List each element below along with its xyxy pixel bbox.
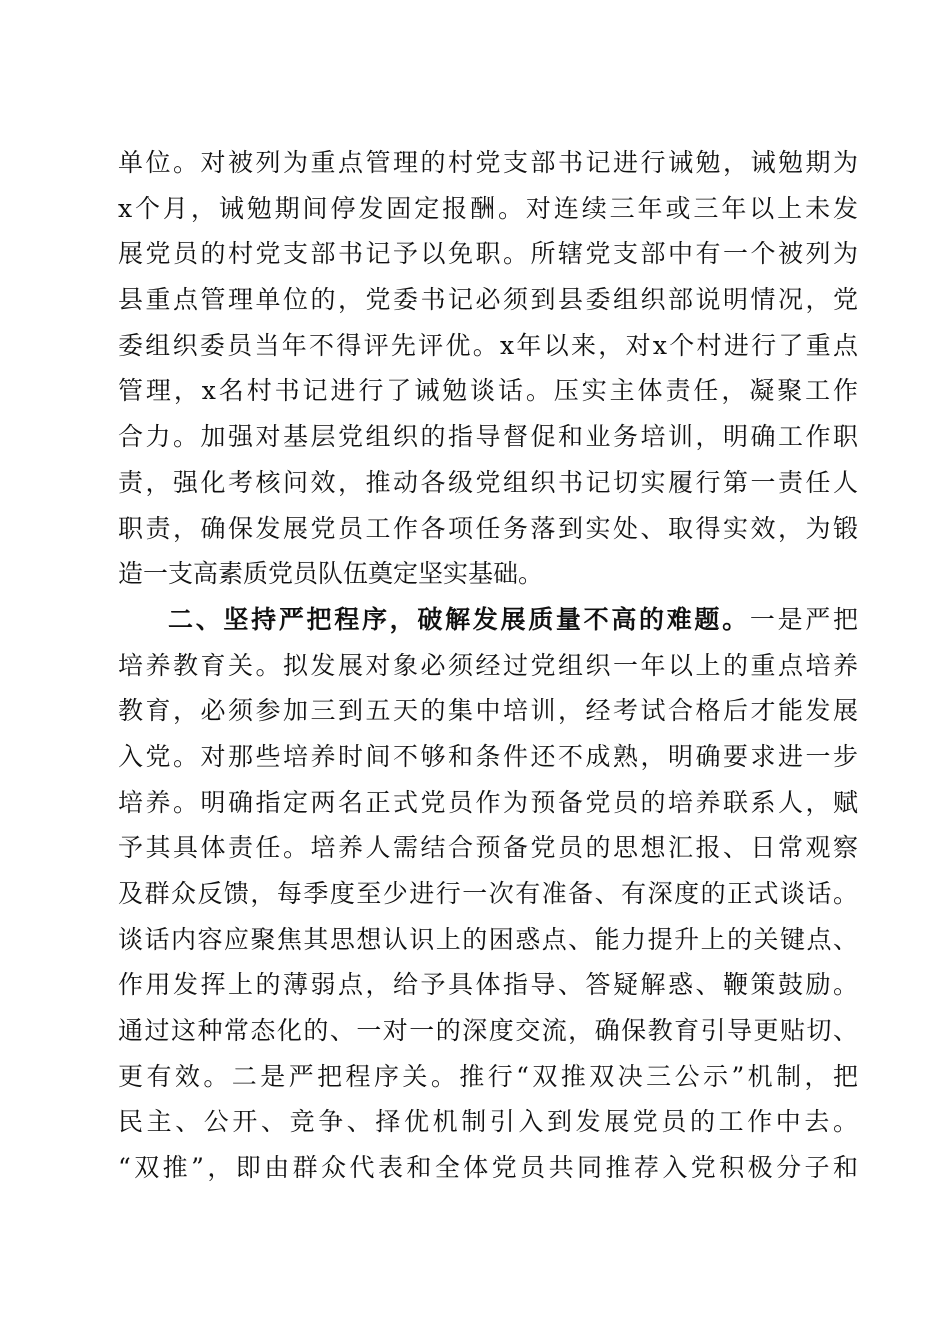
text-line: 责，强化考核问效，推动各级党组织书记切实履行第一责任人 [118, 467, 858, 497]
text-line: 展党员的村党支部书记予以免职。所辖党支部中有一个被列为 [118, 239, 858, 269]
section-heading: 二、坚持严把程序，破解发展质量不高的难题。 [168, 604, 750, 634]
text-line: 合力。加强对基层党组织的指导督促和业务培训，明确工作职 [118, 422, 858, 452]
text-line: 造一支高素质党员队伍奠定坚实基础。 [118, 559, 544, 589]
text-line: 更有效。二是严把程序关。推行“双推双决三公示”机制，把 [118, 1061, 858, 1091]
text-line: 民主、公开、竞争、择优机制引入到发展党员的工作中去。 [118, 1107, 858, 1137]
text-line: 通过这种常态化的、一对一的深度交流，确保教育引导更贴切、 [118, 1016, 858, 1046]
text-line: 管理，x名村书记进行了诫勉谈话。压实主体责任，凝聚工作 [118, 376, 858, 406]
text-line: 培养。明确指定两名正式党员作为预备党员的培养联系人，赋 [118, 787, 858, 817]
text-line: 教育，必须参加三到五天的集中培训，经考试合格后才能发展 [118, 696, 858, 726]
text-line: 予其具体责任。培养人需结合预备党员的思想汇报、日常观察 [118, 833, 858, 863]
text-line: 县重点管理单位的，党委书记必须到县委组织部说明情况，党 [118, 285, 858, 315]
heading-continuation: 一是严把 [749, 604, 858, 634]
text-line: 单位。对被列为重点管理的村党支部书记进行诫勉，诫勉期为 [118, 148, 858, 177]
document-body [118, 140, 858, 1191]
text-line: 职责，确保发展党员工作各项任务落到实处、取得实效，为锻 [118, 513, 858, 543]
text-line: 委组织委员当年不得评先评优。x年以来，对x个村进行了重点 [118, 330, 858, 360]
text-line: 谈话内容应聚焦其思想认识上的困惑点、能力提升上的关键点、 [118, 924, 858, 954]
text-line: x个月，诫勉期间停发固定报酬。对连续三年或三年以上未发 [118, 193, 858, 223]
text-line: 作用发挥上的薄弱点，给予具体指导、答疑解惑、鞭策鼓励。 [118, 970, 858, 1000]
text-line: 培养教育关。拟发展对象必须经过党组织一年以上的重点培养 [118, 650, 858, 680]
text-line: 入党。对那些培养时间不够和条件还不成熟，明确要求进一步 [118, 741, 858, 771]
paragraph-2 [118, 597, 858, 1191]
paragraph-1 [118, 140, 858, 597]
text-line: 及群众反馈，每季度至少进行一次有准备、有深度的正式谈话。 [118, 879, 858, 908]
text-line: “双推”，即由群众代表和全体党员共同推荐入党积极分子和 [118, 1153, 858, 1183]
paragraph-first-line [118, 597, 858, 643]
